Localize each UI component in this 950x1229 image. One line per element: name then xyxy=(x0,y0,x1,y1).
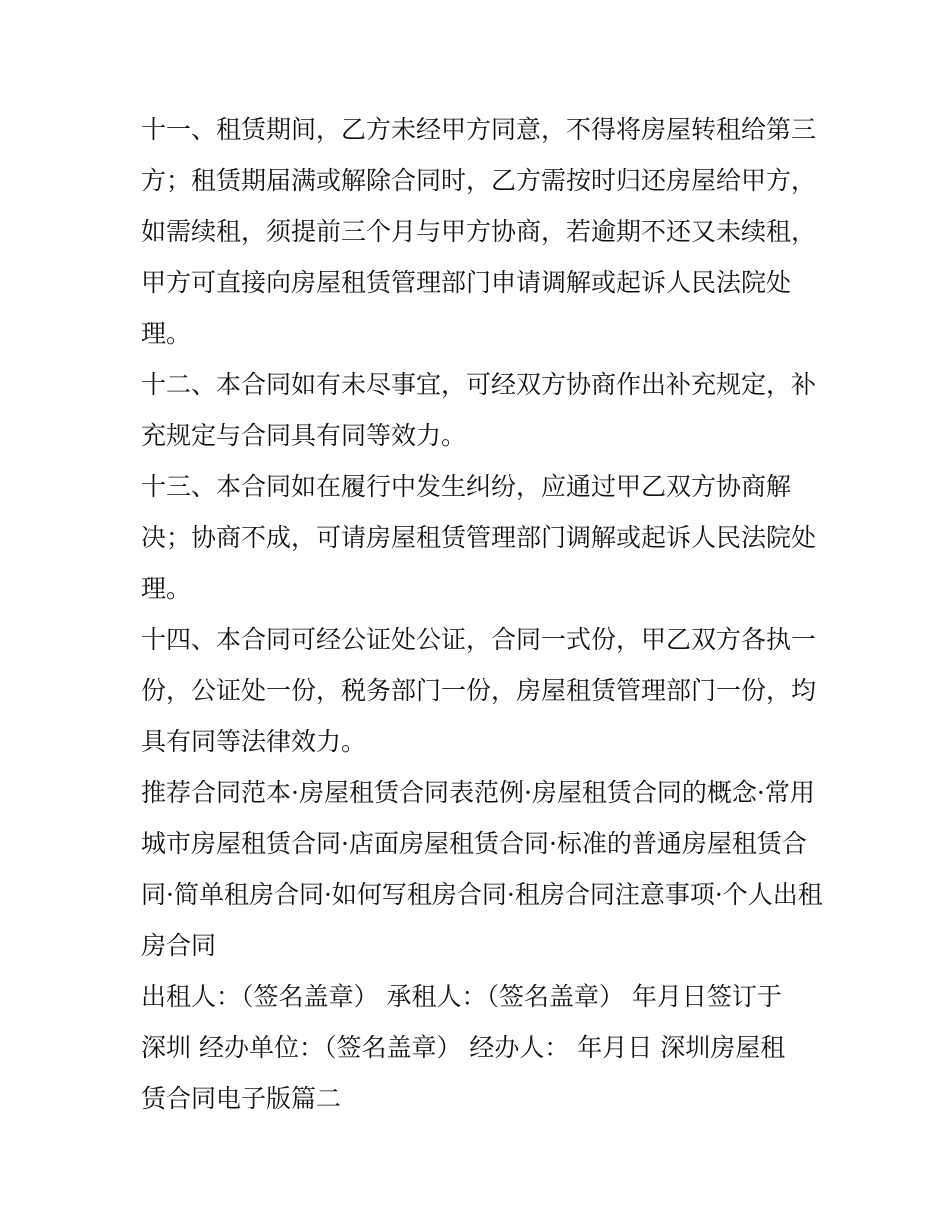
text-line: 推荐合同范本·房屋租赁合同表范例·房屋租赁合同的概念·常用 xyxy=(141,778,815,807)
text-line: 充规定与合同具有同等效力。 xyxy=(141,421,467,450)
text-line: 决；协商不成，可请房屋租赁管理部门调解或起诉人民法院处 xyxy=(141,523,817,552)
text-line: 理。 xyxy=(141,574,192,603)
text-line: 赁合同电子版篇二 xyxy=(141,1084,342,1113)
text-line: 理。 xyxy=(141,319,192,348)
document-body xyxy=(141,104,823,1124)
text-line: 十一、租赁期间，乙方未经甲方同意，不得将房屋转租给第三 xyxy=(141,115,817,144)
text-line: 同·简单租房合同·如何写租房合同·租房合同注意事项·个人出租 xyxy=(141,880,823,909)
text-line: 份，公证处一份，税务部门一份，房屋租赁管理部门一份，均 xyxy=(141,676,817,705)
text-line: 出租人：（签名盖章） 承租人：（签名盖章） 年月日签订于 xyxy=(141,982,782,1011)
text-line: 城市房屋租赁合同·店面房屋租赁合同·标准的普通房屋租赁合 xyxy=(141,829,807,858)
signature-block xyxy=(141,971,813,1124)
text-line: 深圳 经办单位：（签名盖章） 经办人： 年月日 深圳房屋租 xyxy=(141,1033,786,1062)
clause-12 xyxy=(141,359,817,461)
text-line: 十四、本合同可经公证处公证，合同一式份，甲乙双方各执一 xyxy=(141,625,817,654)
text-line: 甲方可直接向房屋租赁管理部门申请调解或起诉人民法院处 xyxy=(141,268,792,297)
clause-13 xyxy=(141,461,817,614)
text-line: 十三、本合同如在履行中发生纠纷，应通过甲乙双方协商解 xyxy=(141,472,792,501)
text-line: 如需续租，须提前三个月与甲方协商，若逾期不还又未续租， xyxy=(141,217,817,246)
text-line: 房合同 xyxy=(141,931,217,960)
recommended-templates xyxy=(141,767,823,971)
text-line: 十二、本合同如有未尽事宜，可经双方协商作出补充规定，补 xyxy=(141,370,817,399)
clause-14 xyxy=(141,614,817,767)
text-line: 具有同等法律效力。 xyxy=(141,727,367,756)
text-line: 方；租赁期届满或解除合同时，乙方需按时归还房屋给甲方， xyxy=(141,166,817,195)
clause-11 xyxy=(141,104,817,359)
